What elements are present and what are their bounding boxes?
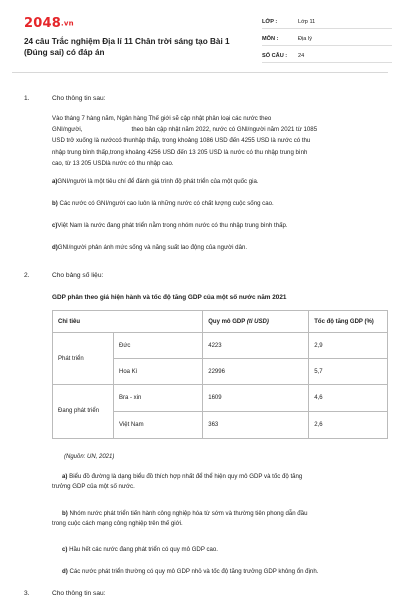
gdp-cell: 22996 — [203, 359, 309, 385]
option-text: Các nước có GNI/người cao luôn là những nước có chất lượng cuộc sống cao. — [57, 200, 274, 207]
document-title: 24 câu Trắc nghiệm Địa lí 11 Chân trời sáng tạo Bài 1 (Đúng sai) có đáp án — [24, 37, 230, 57]
meta-value: 24 — [298, 53, 305, 59]
question-number: 2. — [24, 272, 30, 279]
option-text: Hầu hết các nước đang phát triển có quy mô GDP cao. — [69, 546, 219, 553]
question-number: 1. — [24, 95, 30, 102]
header-cell-text: Quy mô GDP — [208, 318, 246, 325]
question-number: 3. — [24, 590, 30, 597]
growth-cell: 4,6 — [309, 385, 388, 412]
question-heading: Cho thông tin sau: — [52, 590, 106, 597]
group-cell: Phát triển — [53, 333, 114, 385]
country-cell: Bra - xin — [114, 385, 203, 412]
option-text: Các nước phát triển thường có quy mô GDP nhỏ và tốc độ tăng trưởng GDP không ổn định. — [69, 568, 319, 575]
header-cell — [203, 311, 309, 333]
country-cell: Hoa Kì — [114, 359, 203, 385]
gdp-cell: 1609 — [203, 385, 309, 412]
option-text: Việt Nam là nước đang phát triển nằm trong nhóm nước có thu nhập trung bình thấp. — [57, 222, 288, 229]
meta-value: Lớp 11 — [298, 19, 316, 25]
country-cell: Đức — [114, 333, 203, 359]
logo-suffix: .vn — [60, 19, 74, 28]
option-tag: d) — [62, 568, 68, 575]
option-text: GNI/người phản ánh mức sống và năng suất lao động của người dân. — [57, 244, 248, 251]
meta-row-subject — [262, 33, 392, 46]
option-tag: d) — [52, 244, 58, 251]
question-2-option-b — [52, 509, 392, 528]
option-text: trưởng GDP của một số nước. — [52, 482, 135, 490]
meta-value: Địa lý — [298, 36, 312, 42]
document-header — [12, 12, 388, 73]
question-1-option-d — [52, 243, 392, 253]
meta-row-grade — [262, 16, 392, 29]
table-header-row — [53, 311, 388, 333]
option-tag: b) — [52, 200, 58, 207]
header-cell: Tốc độ tăng GDP (%) — [309, 311, 388, 333]
passage-line: Vào tháng 7 hàng năm, Ngân hàng Thế giới sẽ cập nhật phân loại các nước theo — [52, 115, 272, 122]
table-source: (Nguồn: UN, 2021) — [64, 454, 115, 460]
option-tag: b) — [62, 510, 68, 517]
table-title: GDP phân theo giá hiện hành và tốc độ tăng GDP của một số nước năm 2021 — [52, 294, 287, 301]
meta-key: SỐ CÂU : — [262, 53, 288, 59]
option-tag: a) — [52, 178, 58, 185]
gdp-table — [52, 310, 388, 439]
meta-key: LỚP : — [262, 19, 278, 25]
meta-panel — [262, 16, 392, 67]
question-2-option-a — [52, 472, 392, 491]
table-row — [53, 333, 388, 359]
option-tag: c) — [52, 222, 58, 229]
meta-row-count — [262, 50, 392, 63]
header-cell-unit: (tỉ USD) — [246, 318, 269, 325]
growth-cell: 5,7 — [309, 359, 388, 385]
passage-line: USD trở xuống là nướccó thunhập thấp, trong khoảng 1086 USD đến 4255 USD là nước có thu — [52, 137, 311, 145]
growth-cell: 2,6 — [309, 412, 388, 439]
header-cell: Chỉ tiêu — [53, 311, 203, 333]
question-2-option-d — [62, 567, 392, 577]
question-heading: Cho thông tin sau: — [52, 95, 106, 102]
logo-text: 2048 — [24, 16, 61, 31]
gdp-cell: 363 — [203, 412, 309, 439]
meta-key: MÔN : — [262, 36, 279, 42]
option-tag: c) — [62, 546, 68, 553]
option-text: GNI/người là một tiêu chí để đánh giá trình độ phát triển của một quốc gia. — [57, 178, 259, 185]
passage-line: nhập trung bình thấp,trong khoảng 4256 USD đến 13 205 USD là nước có thu nhập trung bình — [52, 148, 308, 156]
passage-line: cao, từ 13 205 USDlà nước có thu nhập cao. — [52, 159, 174, 167]
option-text: Biểu đồ đường là dạng biểu đồ thích hợp nhất để thể hiện quy mô GDP và tốc độ tăng — [69, 473, 303, 480]
option-text: Nhóm nước phát triển tiến hành công nghiệp hóa từ sớm và thường tiên phong dẫn đầu — [69, 510, 308, 517]
option-text: trong cuộc cách mạng công nghiệp trên thế giới. — [52, 519, 183, 527]
question-heading: Cho bảng số liệu: — [52, 272, 104, 279]
country-cell: Việt Nam — [114, 412, 203, 439]
document-page — [12, 12, 388, 597]
growth-cell: 2,9 — [309, 333, 388, 359]
site-logo[interactable] — [24, 16, 74, 31]
passage-line: GNI/người, theo bản cập nhật năm 2022, nước có GNI/người năm 2021 từ 1085 — [52, 126, 318, 134]
group-cell: Đang phát triển — [53, 385, 114, 439]
question-1-passage — [52, 113, 392, 169]
option-tag: a) — [62, 473, 68, 480]
question-1-option-c — [52, 221, 392, 231]
question-2-option-c — [62, 545, 392, 555]
question-1-option-a — [52, 177, 392, 187]
question-1-option-b — [52, 199, 392, 209]
table-row — [53, 385, 388, 412]
gdp-cell: 4223 — [203, 333, 309, 359]
